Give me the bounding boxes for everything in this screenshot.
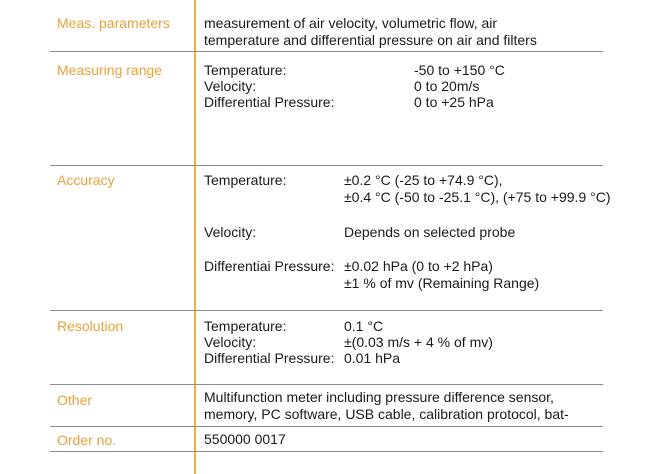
order-no-value: 550000 0017 bbox=[204, 431, 286, 447]
range-temperature-value: -50 to +150 °C bbox=[414, 62, 505, 78]
accuracy-velocity-name: Velocity: bbox=[204, 224, 257, 240]
range-temperature-name: Temperature: bbox=[204, 62, 287, 78]
column-divider bbox=[194, 0, 196, 474]
range-velocity-value: 0 to 20m/s bbox=[414, 78, 480, 94]
resolution-temperature-name: Temperature: bbox=[204, 318, 287, 334]
accuracy-pressure-value-2: ±1 % of mv (Remaining Range) bbox=[344, 275, 540, 291]
range-velocity-name: Velocity: bbox=[204, 78, 257, 94]
row-divider bbox=[50, 165, 603, 166]
range-pressure-value: 0 to +25 hPa bbox=[414, 94, 494, 110]
meas-parameters-line-2: temperature and differential pressure on air and filters bbox=[204, 32, 537, 48]
resolution-velocity-value: ±(0.03 m/s + 4 % of mv) bbox=[344, 334, 493, 350]
accuracy-pressure-value-1: ±0.02 hPa (0 to +2 hPa) bbox=[344, 258, 493, 274]
other-label: Other bbox=[57, 392, 93, 408]
resolution-label: Resolution bbox=[57, 318, 124, 334]
accuracy-velocity-value: Depends on selected probe bbox=[344, 224, 516, 240]
resolution-pressure-name: Differential Pressure: bbox=[204, 350, 335, 366]
row-divider bbox=[50, 310, 603, 311]
resolution-pressure-value: 0.01 hPa bbox=[344, 350, 401, 366]
row-divider bbox=[50, 384, 603, 385]
order-no-label: Order no. bbox=[57, 432, 117, 448]
resolution-velocity-name: Velocity: bbox=[204, 334, 257, 350]
other-line-1: Multifunction meter including pressure difference sensor, bbox=[204, 389, 554, 405]
accuracy-temperature-value-2: ±0.4 °C (-50 to -25.1 °C), (+75 to +99.9 °C) bbox=[344, 189, 611, 205]
resolution-temperature-value: 0.1 °C bbox=[344, 318, 384, 334]
accuracy-pressure-name: Differentiai Pressure: bbox=[204, 258, 335, 274]
meas-parameters-label: Meas. parameters bbox=[57, 15, 170, 31]
accuracy-temperature-value-1: ±0.2 °C (-25 to +74.9 °C), bbox=[344, 172, 503, 188]
row-divider bbox=[50, 451, 603, 452]
meas-parameters-line-1: measurement of air velocity, volumetric flow, air bbox=[204, 15, 498, 31]
row-divider bbox=[50, 426, 603, 427]
accuracy-temperature-name: Temperature: bbox=[204, 172, 287, 188]
measuring-range-label: Measuring range bbox=[57, 62, 163, 78]
range-pressure-name: Differential Pressure: bbox=[204, 94, 335, 110]
accuracy-label: Accuracy bbox=[57, 172, 115, 188]
row-divider bbox=[50, 51, 603, 52]
other-line-2: memory, PC software, USB cable, calibration protocol, bat- bbox=[204, 406, 569, 422]
